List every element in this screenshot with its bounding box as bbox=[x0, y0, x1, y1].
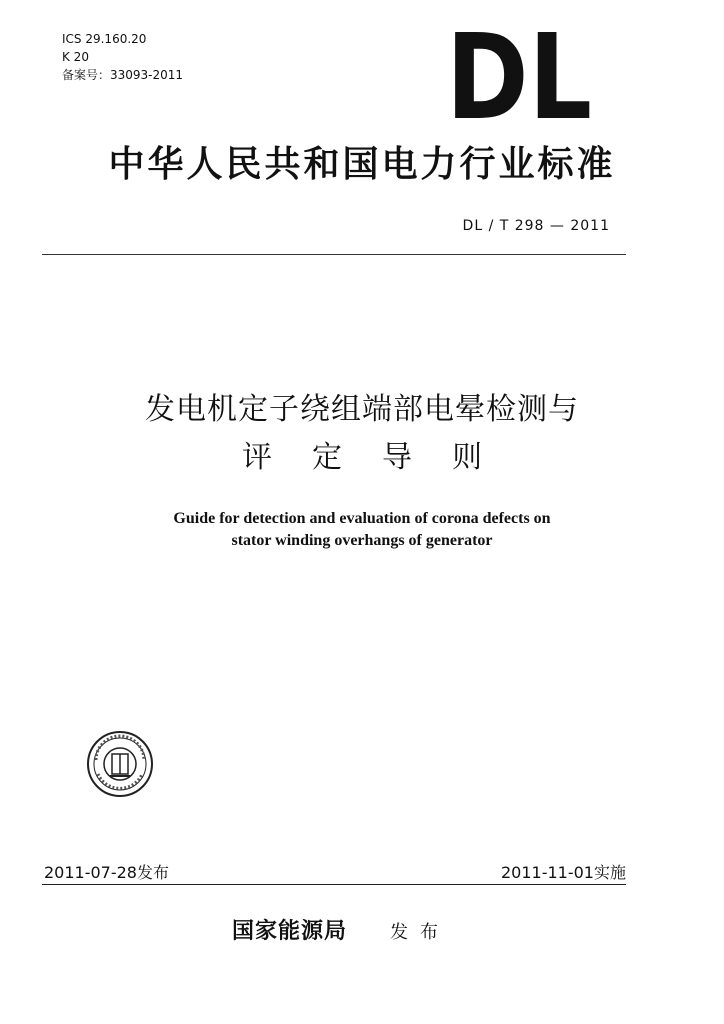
document-title-en-line1: Guide for detection and evaluation of corona defects on bbox=[173, 510, 551, 527]
implementation-date: 2011-11-01实施 bbox=[501, 863, 626, 882]
issue-date: 2011-07-28发布 bbox=[44, 863, 169, 882]
standard-number: DL / T 298 — 2011 bbox=[462, 218, 610, 234]
organization-title: 中华人民共和国电力行业标准 bbox=[108, 143, 616, 185]
document-title-cn-line1: 发电机定子绕组端部电晕检测与 bbox=[145, 392, 579, 427]
issuer-name: 国家能源局 bbox=[232, 918, 348, 944]
ics-code: ICS 29.160.20 bbox=[62, 32, 147, 46]
filing-number: 备案号：33093-2011 bbox=[62, 68, 184, 82]
category-code: K 20 bbox=[62, 50, 89, 64]
issuer-action: 发布 bbox=[390, 922, 450, 943]
divider-bottom bbox=[42, 884, 626, 885]
dl-logo bbox=[446, 8, 592, 146]
document-title-cn-line2: 评定导则 bbox=[242, 440, 522, 475]
seal-icon bbox=[86, 730, 154, 798]
document-title-en-line2: stator winding overhangs of generator bbox=[231, 532, 493, 549]
dl-logo-text: DL bbox=[446, 8, 592, 146]
document-title-en bbox=[62, 508, 662, 552]
divider-top bbox=[42, 254, 626, 255]
